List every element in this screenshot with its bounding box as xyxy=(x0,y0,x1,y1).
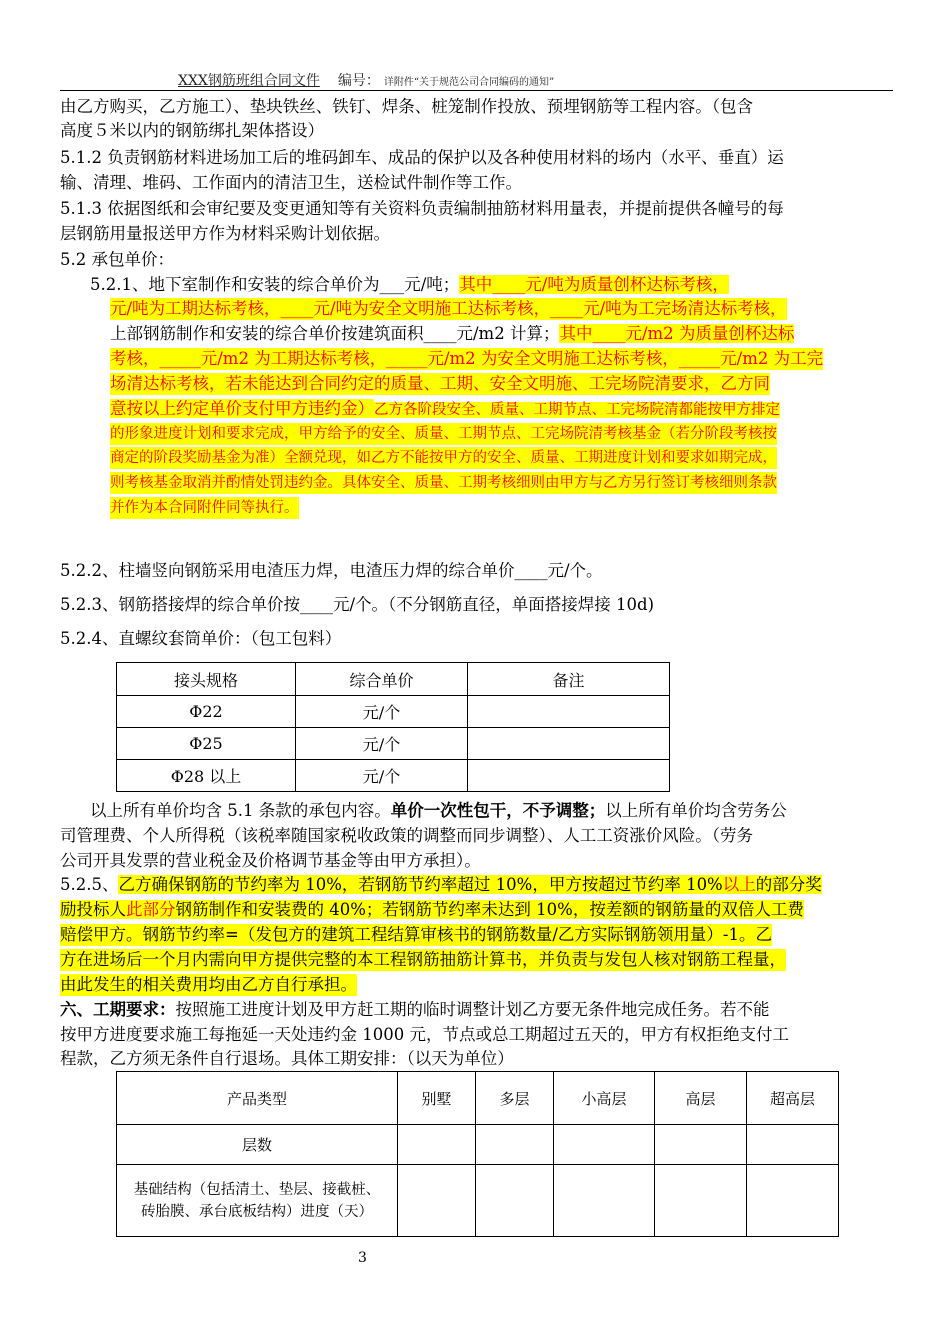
text-line: 司管理费、个人所得税（该税率随国家税收政策的调整而同步调整）、人工工资涨价风险。（劳务 xyxy=(60,826,753,845)
table-header: 超高层 xyxy=(747,1072,839,1125)
text-line: 程款，乙方须无条件自行退场。具体工期安排：（以天为单位） xyxy=(60,1049,514,1068)
text-line: 的形象进度计划和要求完成，甲方给予的安全、质量、工期节点、工完场院清考核基金（若分阶段考核按 xyxy=(110,423,777,445)
table-row: Φ28 以上 元/个 xyxy=(117,760,670,792)
text-line: 方在进场后一个月内需向甲方提供完整的本工程钢筋抽筋计算书，并负责与发包人核对钢筋工程量， xyxy=(60,950,786,969)
clause-5-2-5: 5.2.5、乙方确保钢筋的节约率为 10%，若钢筋节约率超过 10%，甲方按超过节约率 10%以上的部分奖 xyxy=(60,875,822,894)
table-header: 高层 xyxy=(655,1072,747,1125)
text-line: 励投标人此部分钢筋制作和安装费的 40%；若钢筋节约率未达到 10%，按差额的钢筋量的双倍人工费 xyxy=(60,900,804,919)
text-line: 5.1.3 依据图纸和会审纪要及变更通知等有关资料负责编制抽筋材料用量表，并提前提供各幢号的每 xyxy=(60,199,784,218)
clause-5-2-3: 5.2.3、钢筋搭接焊的综合单价按____元/个。（不分钢筋直径，单面搭接焊接 10d) xyxy=(60,595,655,614)
text-line: 层钢筋用量报送甲方作为材料采购计划依据。 xyxy=(60,224,390,243)
text-line: 5.2 承包单价： xyxy=(60,250,174,269)
table-header: 多层 xyxy=(476,1072,554,1125)
text-line: 公司开具发票的营业税金及价格调节基金等由甲方承担）。 xyxy=(60,851,481,870)
text-line: 场清达标考核，若未能达到合同约定的质量、工期、安全文明施、工完场院清要求，乙方同 xyxy=(110,374,770,393)
text-line: 元/吨为工期达标考核，____元/吨为安全文明施工达标考核，____元/吨为工完场清达标考核， xyxy=(110,299,787,318)
header-title: XXX钢筋班组合同文件 xyxy=(178,73,320,89)
text-line: 意按以上约定单价支付甲方违约金）乙方各阶段安全、质量、工期节点、工完场院清都能按甲方排定 xyxy=(110,399,780,418)
table-header: 小高层 xyxy=(554,1072,655,1125)
text-line: 上部钢筋制作和安装的综合单价按建筑面积____元/m2 计算；其中____元/m2 为质量创杯达标 xyxy=(110,324,795,343)
text-line: 赔偿甲方。钢筋节约率=（发包方的建筑工程结算审核书的钢筋数量/乙方实际钢筋领用量）-1。乙 xyxy=(60,925,772,944)
text-line: 按甲方进度要求施工每拖延一天处违约金 1000 元，节点或总工期超过五天的，甲方有权拒绝支付工 xyxy=(60,1025,789,1044)
clause-5-2-1: 5.2.1、地下室制作和安装的综合单价为___元/吨；其中____元/吨为质量创杯达标考核， xyxy=(90,275,729,294)
page-number: 3 xyxy=(358,1250,367,1266)
text-line: 高度５米以内的钢筋绑扎架体搭设） xyxy=(60,121,324,140)
clause-5-2-2: 5.2.2、柱墙竖向钢筋采用电渣压力焊，电渣压力焊的综合单价____元/个。 xyxy=(60,561,603,580)
text-line: 则考核基金取消并酌情处罚违约金。具体安全、质量、工期考核细则由甲方与乙方另行签订考核细则条款 xyxy=(110,472,777,494)
table-header: 别墅 xyxy=(398,1072,476,1125)
text-line: 由此发生的相关费用均由乙方自行承担。 xyxy=(60,975,357,994)
table-header: 接头规格 xyxy=(117,663,296,696)
table-row: 层数 xyxy=(117,1125,839,1165)
text-line: 并作为本合同附件同等执行。 xyxy=(110,497,299,519)
text-line: 以上所有单价均含 5.1 条款的承包内容。单价一次性包干，不予调整；以上所有单价均含劳务公 xyxy=(90,801,787,820)
text-line: 由乙方购买，乙方施工）、垫块铁丝、铁钉、焊条、桩笼制作投放、预埋钢筋等工程内容。（包含 xyxy=(60,97,753,116)
table-row: Φ22 元/个 xyxy=(117,696,670,728)
header-code-note: 详附件“关于规范公司合同编码的通知” xyxy=(383,77,555,88)
table-header: 综合单价 xyxy=(296,663,468,696)
joint-price-table xyxy=(116,662,670,792)
table-header: 产品类型 xyxy=(117,1072,398,1125)
table-row: Φ25 元/个 xyxy=(117,728,670,760)
table-row: 基础结构（包括清土、垫层、接截桩、砖胎膜、承台底板结构）进度（天） xyxy=(117,1165,839,1237)
text-line: 商定的阶段奖励基金为准）全额兑现，如乙方不能按甲方的安全、质量、工期进度计划和要求如期完成， xyxy=(110,447,777,469)
table-header: 备注 xyxy=(468,663,670,696)
clause-5-2-4: 5.2.4、直螺纹套筒单价：（包工包料） xyxy=(60,629,342,648)
text-line: 输、清理、堆码、工作面内的清洁卫生，送检试件制作等工作。 xyxy=(60,173,522,192)
text-line: 5.1.2 负责钢筋材料进场加工后的堆码卸车、成品的保护以及各种使用材料的场内（水平、垂直）运 xyxy=(60,148,784,167)
text-line: 考核，_____元/m2 为工期达标考核，_____元/m2 为安全文明施工达标考核，_____元/m2 为工完 xyxy=(110,349,824,368)
header-rule xyxy=(60,90,893,91)
header-code-label: 编号： xyxy=(337,73,380,89)
schedule-table xyxy=(116,1071,839,1237)
page-header xyxy=(178,70,554,90)
section-6-heading: 六、工期要求：按照施工进度计划及甲方赶工期的临时调整计划乙方要无条件地完成任务。若不能 xyxy=(60,1000,770,1019)
